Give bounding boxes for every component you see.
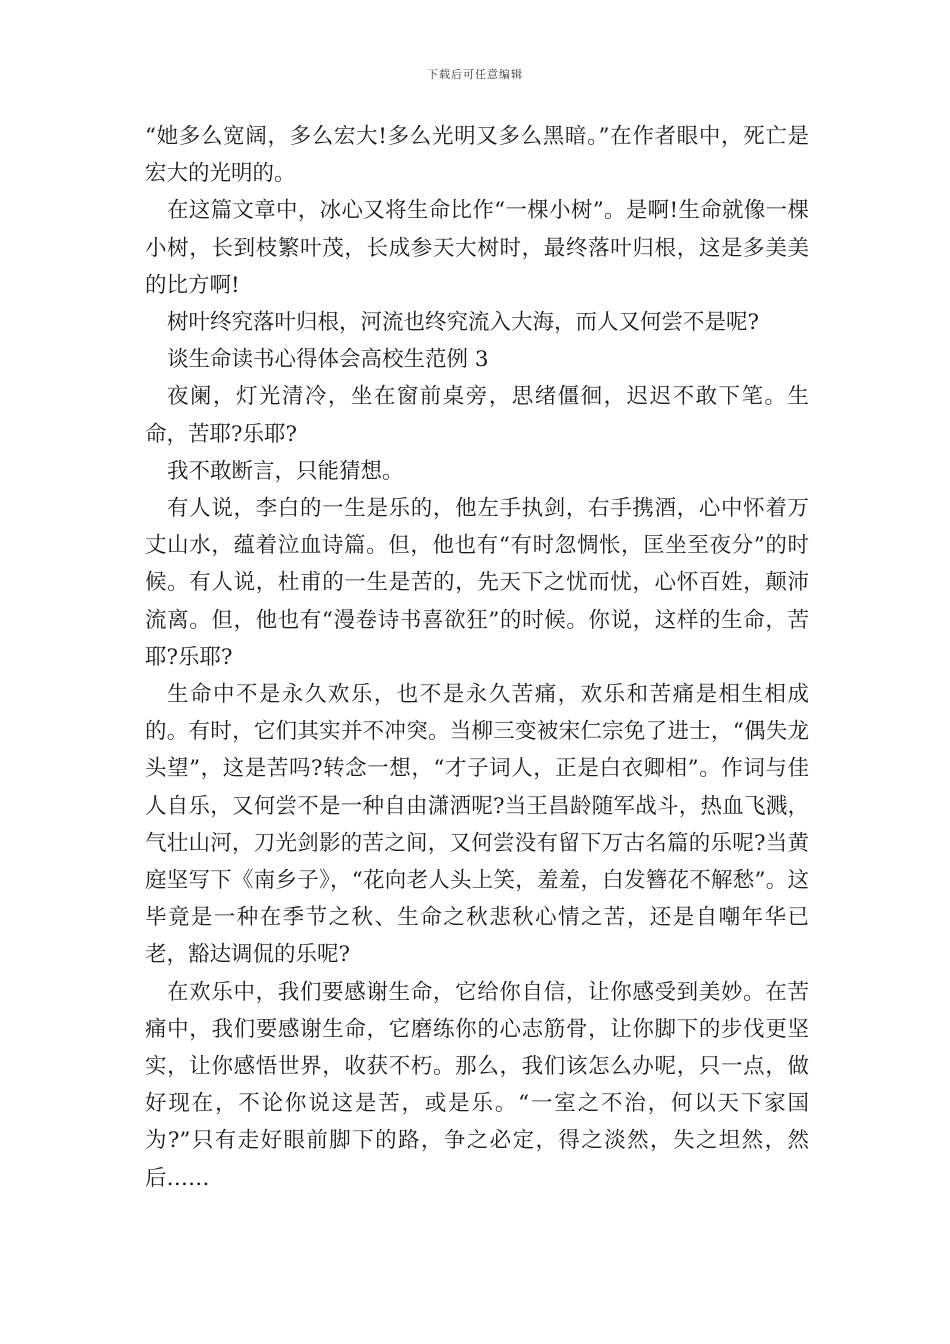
paragraph: 树叶终究落叶归根，河流也终究流入大海，而人又何尝不是呢? xyxy=(167,310,760,336)
paragraph: 生命中不是永久欢乐，也不是永久苦痛，欢乐和苦痛是相生相成的。有时，它们其实并不冲突。当柳三变被宋仁宗免了进士，“偶失龙头望”，这是苦吗?转念一想，“才子词人，正是白衣卿相”。作词与佳人自乐，又何尝不是一种自由潇洒呢?当王昌龄随军战斗，热血飞溅，气壮山河，刀光剑影的苦之间，又何尝没有留下万古名篇的乐呢?当黄庭坚写下《南乡子》，“花向老人头上笑，羞羞，白发簪花不解愁”。这毕竟是一种在季节之秋、生命之秋悲秋心情之苦，还是自嘲年华已老，豁达调侃的乐呢? xyxy=(145,682,809,968)
paragraph: 夜阑，灯光清冷，坐在窗前桌旁，思绪僵徊，迟迟不敢下笔。生命，苦耶?乐耶? xyxy=(145,384,809,447)
page-header: 下载后可任意编辑 xyxy=(427,68,523,81)
paragraph: 我不敢断言，只能猜想。 xyxy=(167,458,404,484)
document-body xyxy=(145,118,809,1197)
paragraph: “她多么宽阔，多么宏大!多么光明又多么黑暗。”在作者眼中，死亡是宏大的光明的。 xyxy=(145,124,809,187)
paragraph: 在这篇文章中，冰心又将生命比作“一棵小树”。是啊!生命就像一棵小树，长到枝繁叶茂，长成参天大树时，最终落叶归根，这是多美美的比方啊! xyxy=(145,198,809,298)
paragraph: 在欢乐中，我们要感谢生命，它给你自信，让你感受到美妙。在苦痛中，我们要感谢生命，它磨练你的心志筋骨，让你脚下的步伐更坚实，让你感悟世界，收获不朽。那么，我们该怎么办呢，只一点，做好现在，不论你说这是苦，或是乐。“一室之不治，何以天下家国为?”只有走好眼前脚下的路，争之必定，得之淡然，失之坦然，然后…… xyxy=(145,979,809,1191)
paragraph: 有人说，李白的一生是乐的，他左手执剑，右手携酒，心中怀着万丈山水，蕴着泣血诗篇。但，他也有“有时忽惆怅，匡坐至夜分”的时候。有人说，杜甫的一生是苦的，先天下之忧而忧，心怀百姓，颠沛流离。但，他也有“漫卷诗书喜欲狂”的时候。你说，这样的生命，苦耶?乐耶? xyxy=(145,496,809,670)
section-title: 谈生命读书心得体会高校生范例 3 xyxy=(167,347,489,373)
